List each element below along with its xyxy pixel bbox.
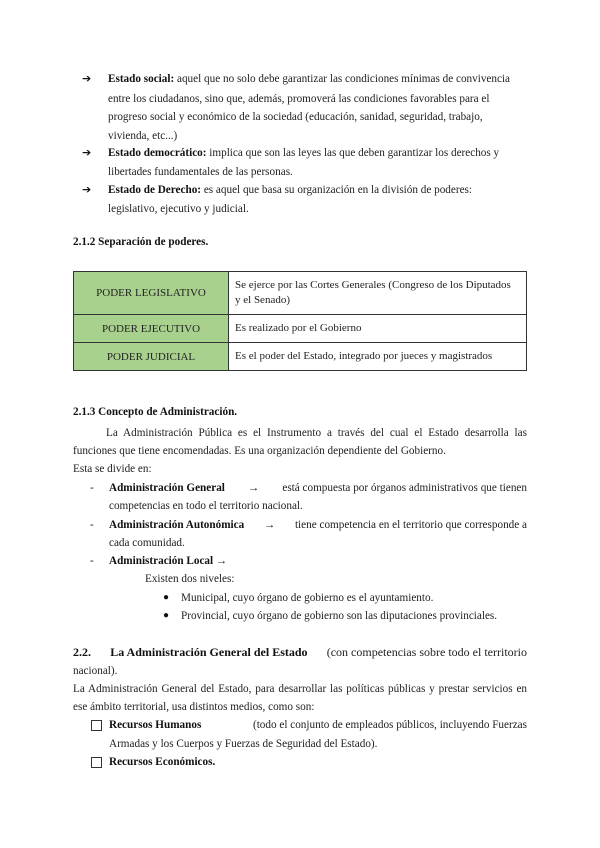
admin-autonomica-item [109,516,527,534]
level-item: Municipal, cuyo órgano de gobierno es el ayuntamiento. [181,592,434,604]
term-label: Estado democrático: [108,147,207,159]
bullet-text: libertades fundamentales de las personas. [108,166,293,178]
term-label: Administración General [109,482,225,494]
section-title: La Administración General del Estado [110,645,308,659]
arrow-icon: → [263,519,276,531]
section-heading-212: 2.1.2 Separación de poderes. [73,236,209,248]
term-label: Administración Autonómica [109,519,245,531]
bullet-dot-icon: ● [163,610,170,621]
admin-general-item [109,479,527,497]
section-heading-22 [73,643,527,661]
desc-line: y el Senado) [235,294,290,306]
arrow-icon: → [248,482,260,494]
list-intro: Esta se divide en: [73,463,152,475]
checkbox-icon [91,720,102,731]
term-label: Recursos Humanos [109,719,202,731]
powers-table [73,271,527,371]
arrow-icon: → [215,555,228,567]
bullet-text: vivienda, etc...) [108,130,178,142]
bullet-text: es aquel que basa su organización en la división de poderes: [203,184,473,196]
item-text: Armadas y los Cuerpos y Fuerzas de Seguridad del Estado). [109,738,378,750]
paragraph-line: ese ámbito territorial, usa distintos medios, como son: [73,701,315,713]
dash-bullet: - [90,519,94,531]
bullet-estado-democratico [108,144,499,162]
level-item: Provincial, cuyo órgano de gobierno son las diputaciones provinciales. [181,610,498,622]
paragraph-line: funciones que tiene encomendadas. Es una organización dependiente del Gobierno. [73,445,446,457]
power-name-cell: PODER LEGISLATIVO [74,272,229,315]
bullet-estado-derecho [108,181,472,199]
power-desc-cell: Es realizado por el Gobierno [229,315,527,343]
desc-line: Se ejerce por las Cortes Generales (Congreso de los Diputados [235,279,511,291]
resource-item-economicos [109,753,215,771]
bullet-estado-social [108,70,510,88]
bullet-text: aquel que no solo debe garantizar las condiciones mínimas de convivencia [177,73,511,85]
term-label: Recursos Económicos. [109,756,216,768]
power-desc-cell: Es el poder del Estado, integrado por jueces y magistrados [229,343,527,371]
arrow-bullet-icon: ➔ [82,146,92,159]
table-row [74,315,527,343]
term-label: Estado social: [108,73,175,85]
paragraph-line: La Administración General del Estado, para desarrollar las políticas públicas y prestar servicios en [73,683,527,695]
section-number: 2.2. [73,645,91,659]
dash-bullet: - [90,555,94,567]
resource-item-humanos [109,716,527,734]
section-title-suffix: (con competencias sobre todo el territorio [326,645,527,659]
table-row [74,343,527,371]
bullet-text: implica que son las leyes las que deben garantizar los derechos y [209,147,500,159]
power-name-cell: PODER JUDICIAL [74,343,229,371]
power-desc-cell [229,272,527,315]
bullet-text: entre los ciudadanos, sino que, además, promoverá las condiciones favorables para el [108,93,490,105]
item-text: cada comunidad. [109,537,185,549]
bullet-text: progreso social y económico de la sociedad (educación, sanidad, seguridad, trabajo, [108,111,483,123]
bullet-text: legislativo, ejecutivo y judicial. [108,203,249,215]
section-heading-213: 2.1.3 Concepto de Administración. [73,406,238,418]
section-title-suffix: nacional). [73,665,118,677]
term-label: Administración Local [109,555,214,567]
term-label: Estado de Derecho: [108,184,202,196]
admin-local-item [109,552,227,570]
arrow-bullet-icon: ➔ [82,72,92,85]
bullet-dot-icon: ● [163,592,170,603]
item-text: (todo el conjunto de empleados públicos, incluyendo Fuerzas [252,719,527,731]
item-text: está compuesta por órganos administrativos que tienen [282,482,527,494]
levels-intro: Existen dos niveles: [145,573,235,585]
arrow-bullet-icon: ➔ [82,183,92,196]
table-row [74,272,527,315]
dash-bullet: - [90,482,94,494]
checkbox-icon [91,757,102,768]
item-text: tiene competencia en el territorio que corresponde a [294,519,527,531]
item-text: competencias en todo el territorio nacional. [109,500,303,512]
paragraph-line: La Administración Pública es el Instrumento a través del cual el Estado desarrolla las [106,427,527,439]
power-name-cell: PODER EJECUTIVO [74,315,229,343]
